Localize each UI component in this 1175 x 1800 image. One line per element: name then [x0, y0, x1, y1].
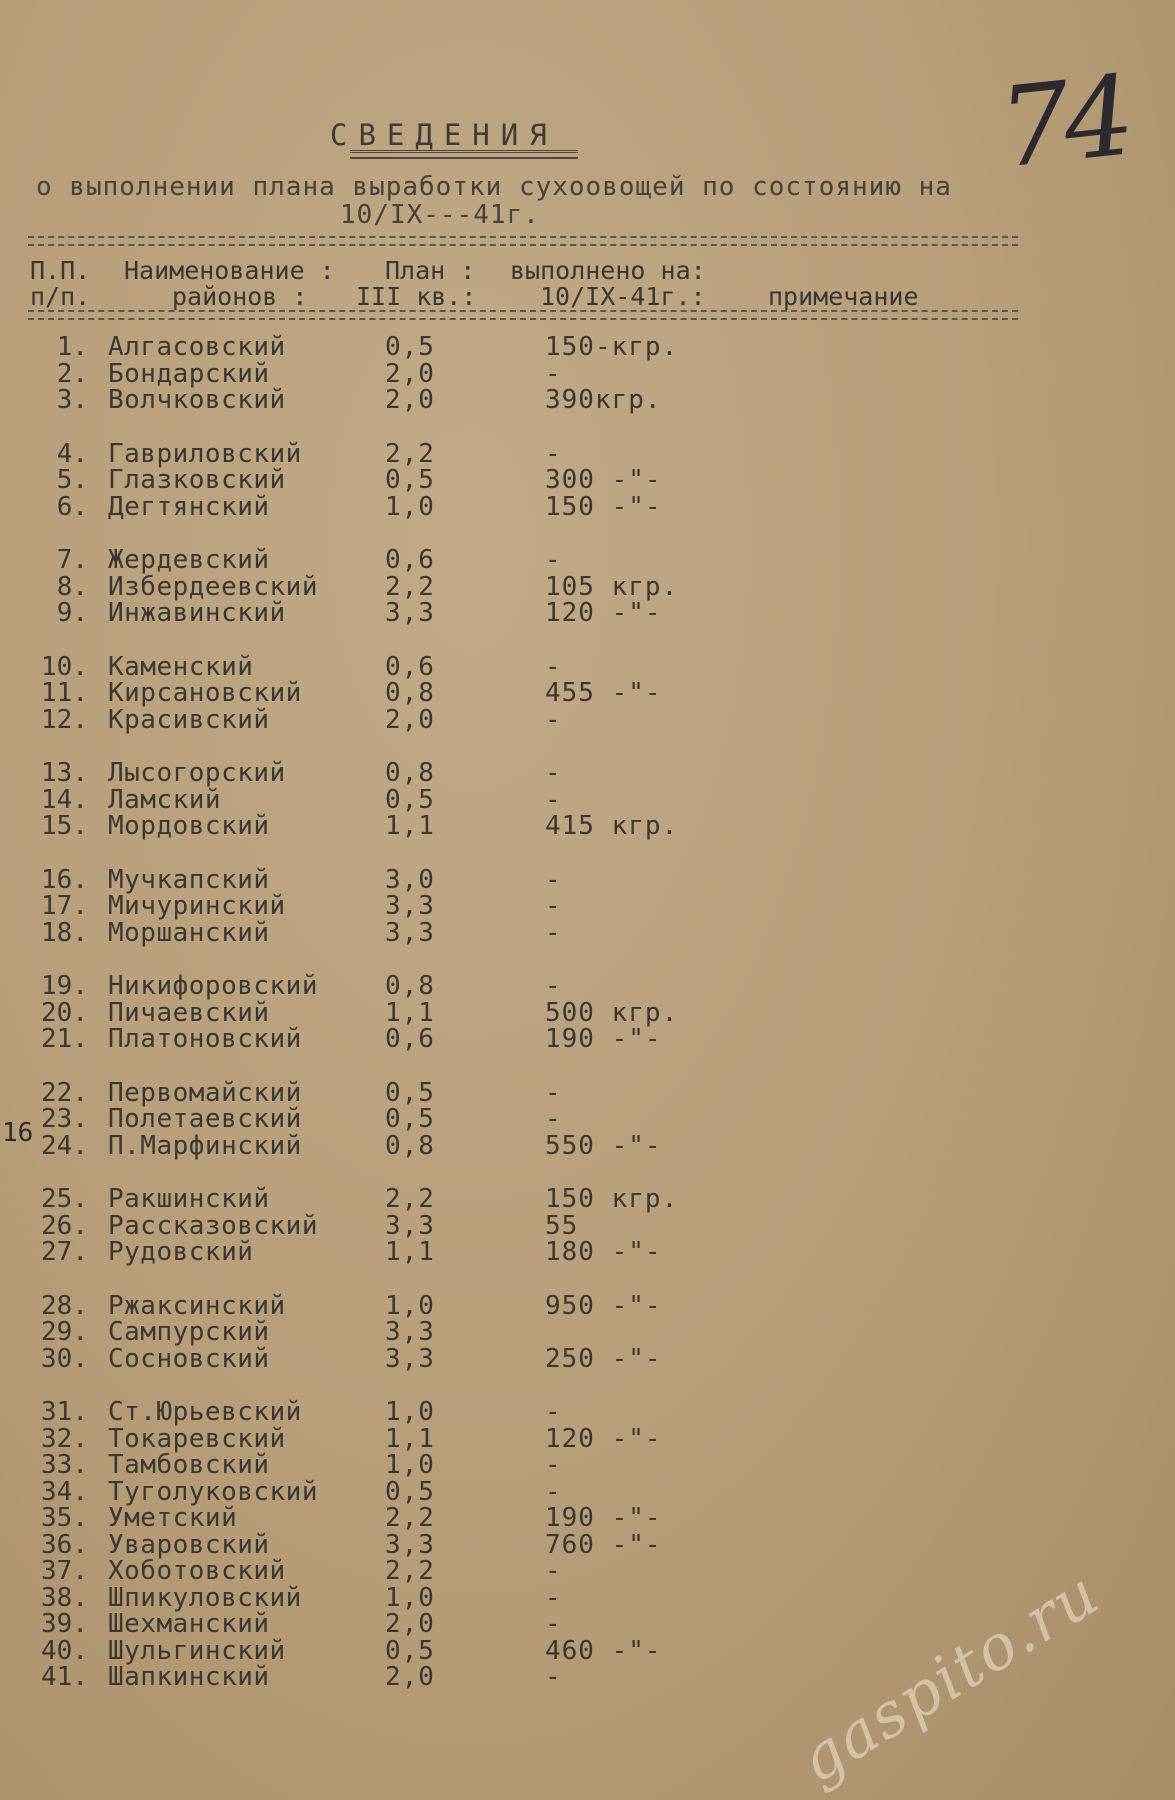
document-subtitle: о выполнении плана выработки сухоовощей по состоянию на: [36, 172, 952, 202]
header-col-done-1: выполнено на:: [510, 256, 706, 285]
row-number: 16.: [41, 864, 88, 895]
district-name: Бондарский: [108, 358, 270, 389]
plan-value: 2,0: [385, 1662, 435, 1692]
header-col-number-1: П.П.: [30, 256, 91, 285]
header-col-number-2: п/п.: [30, 282, 91, 311]
title-underline: [350, 150, 578, 159]
plan-value: 3,3: [385, 917, 435, 948]
district-name: Шульгинский: [108, 1635, 286, 1666]
plan-value: 1,1: [385, 811, 435, 841]
row-number: 33.: [41, 1450, 88, 1480]
plan-value: 2,0: [385, 358, 435, 389]
completed-value: 150 кгр.: [545, 1184, 679, 1214]
plan-value: 2,2: [385, 1503, 435, 1533]
completed-value: 550 -"-: [545, 1130, 662, 1161]
completed-value: -: [545, 1582, 562, 1613]
row-number: 24.: [41, 1130, 88, 1161]
completed-value: -: [545, 1077, 562, 1108]
completed-value: -: [545, 1104, 562, 1134]
row-number: 40.: [41, 1635, 88, 1666]
district-name: Хоботовский: [108, 1556, 286, 1586]
completed-value: -: [545, 1609, 562, 1639]
completed-value: 455 -"-: [545, 678, 662, 708]
completed-value: -: [545, 971, 562, 1001]
completed-value: 500 кгр.: [545, 997, 679, 1028]
plan-value: 0,8: [385, 1130, 435, 1161]
district-name: Алгасовский: [108, 332, 286, 362]
plan-value: 0,5: [385, 784, 435, 815]
row-number: 34.: [41, 1476, 88, 1507]
completed-value: -: [545, 758, 562, 788]
district-name: Сампурский: [108, 1317, 270, 1347]
document-title: СВЕДЕНИЯ: [330, 118, 558, 152]
row-number: 37.: [41, 1556, 88, 1586]
row-number: 36.: [41, 1529, 88, 1560]
row-number: 14.: [41, 784, 88, 815]
district-name: Каменский: [108, 651, 254, 682]
completed-value: -: [545, 1662, 562, 1692]
plan-value: 0,5: [385, 465, 435, 495]
plan-value: 2,0: [385, 1609, 435, 1639]
district-name: Первомайский: [108, 1077, 302, 1108]
completed-value: 105 кгр.: [545, 571, 679, 602]
row-number: 9.: [56, 598, 88, 628]
plan-value: 0,8: [385, 971, 435, 1001]
district-name: Платоновский: [108, 1024, 302, 1054]
plan-value: 1,0: [385, 491, 435, 522]
completed-value: 950 -"-: [545, 1290, 662, 1321]
district-name: Кирсановский: [108, 678, 302, 708]
row-number: 39.: [41, 1609, 88, 1639]
row-number: 21.: [41, 1024, 88, 1054]
district-name: Шпикуловский: [108, 1582, 302, 1613]
plan-value: 0,5: [385, 332, 435, 362]
completed-value: -: [545, 651, 562, 682]
completed-value: -: [545, 358, 562, 389]
completed-value: -: [545, 1476, 562, 1507]
district-name: Ст.Юрьевский: [108, 1397, 302, 1427]
row-number: 4.: [56, 438, 88, 469]
district-name: Глазковский: [108, 465, 286, 495]
plan-value: 1,0: [385, 1290, 435, 1321]
district-name: Уваровский: [108, 1529, 270, 1560]
completed-value: 415 кгр.: [545, 811, 679, 841]
header-col-plan-2: III кв.:: [356, 282, 477, 311]
plan-value: 0,5: [385, 1635, 435, 1666]
row-number: 31.: [41, 1397, 88, 1427]
row-number: 6.: [56, 491, 88, 522]
row-number: 41.: [41, 1662, 88, 1692]
completed-value: 150 -"-: [545, 491, 662, 522]
district-name: Никифоровский: [108, 971, 318, 1001]
plan-value: 1,0: [385, 1582, 435, 1613]
district-name: Мучкапский: [108, 864, 270, 895]
row-number: 35.: [41, 1503, 88, 1533]
plan-value: 0,6: [385, 1024, 435, 1054]
district-name: Тамбовский: [108, 1450, 270, 1480]
district-name: Мордовский: [108, 811, 270, 841]
completed-value: -: [545, 1397, 562, 1427]
plan-value: 2,2: [385, 438, 435, 469]
completed-value: 390кгр.: [545, 385, 662, 415]
plan-value: 0,8: [385, 678, 435, 708]
plan-value: 3,3: [385, 1529, 435, 1560]
completed-value: -: [545, 704, 562, 735]
completed-value: -: [545, 438, 562, 469]
watermark: gaspito.ru: [786, 1555, 1113, 1798]
row-number: 28.: [41, 1290, 88, 1321]
row-number: 17.: [41, 891, 88, 921]
header-col-name-2: районов :: [172, 282, 308, 311]
row-number: 1.: [56, 332, 88, 362]
district-name: Мичуринский: [108, 891, 286, 921]
district-name: Жердевский: [108, 545, 270, 575]
district-name: Волчковский: [108, 385, 286, 415]
plan-value: 2,2: [385, 1184, 435, 1214]
row-number: 2.: [56, 358, 88, 389]
district-name: Шапкинский: [108, 1662, 270, 1692]
row-number: 3.: [56, 385, 88, 415]
row-number: 5.: [56, 465, 88, 495]
plan-value: 2,2: [385, 571, 435, 602]
plan-value: 1,0: [385, 1450, 435, 1480]
row-number: 32.: [41, 1423, 88, 1454]
plan-value: 1,0: [385, 1397, 435, 1427]
completed-value: 55: [545, 1210, 579, 1241]
report-date: 10/IX---41г.: [340, 200, 540, 230]
plan-value: 3,3: [385, 598, 435, 628]
header-rule-top: [28, 236, 1018, 246]
row-number: 30.: [41, 1343, 88, 1374]
plan-value: 1,1: [385, 997, 435, 1028]
row-number: 8.: [56, 571, 88, 602]
plan-value: 0,6: [385, 545, 435, 575]
row-number: 18.: [41, 917, 88, 948]
header-col-note: примечание: [768, 282, 919, 311]
completed-value: 120 -"-: [545, 598, 662, 628]
plan-value: 3,3: [385, 1343, 435, 1374]
district-name: Рудовский: [108, 1237, 254, 1267]
header-col-name-1: Наименование :: [124, 256, 335, 285]
row-number: 11.: [41, 678, 88, 708]
row-number: 10.: [41, 651, 88, 682]
plan-value: 0,5: [385, 1077, 435, 1108]
row-number: 22.: [41, 1077, 88, 1108]
archive-number: 74: [993, 51, 1135, 193]
row-number: 13.: [41, 758, 88, 788]
plan-value: 1,1: [385, 1423, 435, 1454]
plan-value: 3,3: [385, 1317, 435, 1347]
district-name: Ржаксинский: [108, 1290, 286, 1321]
completed-value: -: [545, 1556, 562, 1586]
plan-value: 0,8: [385, 758, 435, 788]
plan-value: 0,5: [385, 1476, 435, 1507]
row-number: 38.: [41, 1582, 88, 1613]
completed-value: -: [545, 864, 562, 895]
district-name: Туголуковский: [108, 1476, 318, 1507]
completed-value: 460 -"-: [545, 1635, 662, 1666]
row-number: 27.: [41, 1237, 88, 1267]
plan-value: 3,0: [385, 864, 435, 895]
row-number: 29.: [41, 1317, 88, 1347]
completed-value: -: [545, 545, 562, 575]
completed-value: 250 -"-: [545, 1343, 662, 1374]
district-name: Красивский: [108, 704, 270, 735]
district-name: Ламский: [108, 784, 222, 815]
completed-value: -: [545, 1450, 562, 1480]
row-number: 12.: [41, 704, 88, 735]
plan-value: 1,1: [385, 1237, 435, 1267]
row-number: 19.: [41, 971, 88, 1001]
row-number: 7.: [56, 545, 88, 575]
district-name: П.Марфинский: [108, 1130, 302, 1161]
plan-value: 3,3: [385, 1210, 435, 1241]
header-col-done-2: 10/IX-41г.:: [540, 282, 706, 311]
district-name: Токаревский: [108, 1423, 286, 1454]
row-number: 15.: [41, 811, 88, 841]
row-number: 26.: [41, 1210, 88, 1241]
district-name: Ракшинский: [108, 1184, 270, 1214]
plan-value: 0,5: [385, 1104, 435, 1134]
plan-value: 2,0: [385, 704, 435, 735]
completed-value: 190 -"-: [545, 1024, 662, 1054]
district-name: Сосновский: [108, 1343, 270, 1374]
margin-mark: 16: [2, 1118, 34, 1148]
row-number: 25.: [41, 1184, 88, 1214]
district-name: Инжавинский: [108, 598, 286, 628]
completed-value: -: [545, 784, 562, 815]
header-col-plan-1: План :: [385, 256, 476, 285]
completed-value: 190 -"-: [545, 1503, 662, 1533]
completed-value: -: [545, 917, 562, 948]
row-number: 23.: [41, 1104, 88, 1134]
completed-value: 300 -"-: [545, 465, 662, 495]
district-name: Шехманский: [108, 1609, 270, 1639]
plan-value: 2,2: [385, 1556, 435, 1586]
plan-value: 0,6: [385, 651, 435, 682]
district-name: Избердеевский: [108, 571, 318, 602]
district-name: Рассказовский: [108, 1210, 318, 1241]
district-name: Дегтянский: [108, 491, 270, 522]
completed-value: 180 -"-: [545, 1237, 662, 1267]
row-number: 20.: [41, 997, 88, 1028]
district-name: Полетаевский: [108, 1104, 302, 1134]
district-name: Лысогорский: [108, 758, 286, 788]
completed-value: 120 -"-: [545, 1423, 662, 1454]
plan-value: 2,0: [385, 385, 435, 415]
completed-value: 150-кгр.: [545, 332, 679, 362]
header-rule-bottom: [28, 310, 1018, 320]
district-name: Уметский: [108, 1503, 238, 1533]
completed-value: 760 -"-: [545, 1529, 662, 1560]
district-name: Гавриловский: [108, 438, 302, 469]
district-name: Моршанский: [108, 917, 270, 948]
plan-value: 3,3: [385, 891, 435, 921]
district-name: Пичаевский: [108, 997, 270, 1028]
completed-value: -: [545, 891, 562, 921]
